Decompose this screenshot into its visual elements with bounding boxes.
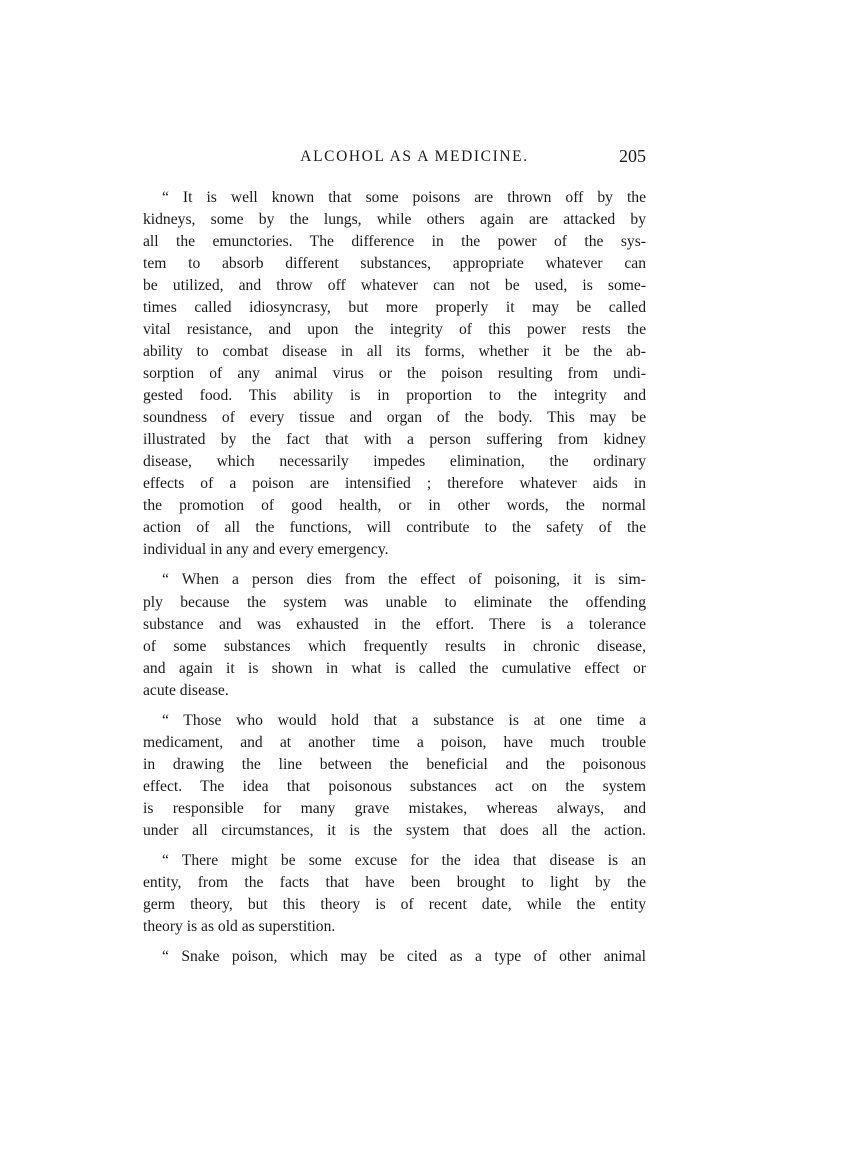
text-line: soundness of every tissue and organ of the body. This may be (143, 409, 646, 426)
text-line: “ Snake poison, which may be cited as a type of other animal (162, 948, 646, 965)
text-line: “ There might be some excuse for the idea that disease is an (162, 852, 646, 869)
text-line: entity, from the facts that have been brought to light by the (143, 874, 646, 891)
text-line: action of all the functions, will contribute to the safety of the (143, 519, 646, 536)
text-line: ability to combat disease in all its forms, whether it be the ab- (143, 343, 646, 360)
text-line: gested food. This ability is in proportion to the integrity and (143, 387, 646, 404)
text-line: germ theory, but this theory is of recent date, while the entity (143, 896, 646, 913)
text-line: individual in any and every emergency. (143, 541, 389, 558)
text-line: the promotion of good health, or in other words, the normal (143, 497, 646, 514)
text-line: “ It is well known that some poisons are thrown off by the (162, 189, 646, 206)
text-line: disease, which necessarily impedes elimination, the ordinary (143, 453, 646, 470)
text-line: theory is as old as superstition. (143, 918, 336, 935)
text-line: in drawing the line between the beneficial and the poisonous (143, 756, 646, 773)
text-line: effect. The idea that poisonous substances act on the system (143, 778, 646, 795)
text-line: of some substances which frequently results in chronic disease, (143, 638, 646, 655)
running-title: ALCOHOL AS A MEDICINE. (300, 148, 529, 165)
text-line: be utilized, and throw off whatever can not be used, is some- (143, 277, 646, 294)
running-head (143, 146, 646, 170)
page-number: 205 (619, 146, 646, 166)
text-line: “ When a person dies from the effect of poisoning, it is sim- (162, 571, 646, 588)
text-line: vital resistance, and upon the integrity of this power rests the (143, 321, 646, 338)
text-line: effects of a poison are intensified ; therefore whatever aids in (143, 475, 646, 492)
text-line: “ Those who would hold that a substance is at one time a (162, 712, 646, 729)
text-line: medicament, and at another time a poison, have much trouble (143, 734, 646, 751)
text-line: kidneys, some by the lungs, while others again are attacked by (143, 211, 646, 228)
text-line: and again it is shown in what is called the cumulative effect or (143, 660, 646, 677)
text-line: under all circumstances, it is the system that does all the action. (143, 822, 646, 839)
text-line: sorption of any animal virus or the poison resulting from undi- (143, 365, 646, 382)
text-line: all the emunctories. The difference in the power of the sys- (143, 233, 646, 250)
text-line: illustrated by the fact that with a person suffering from kidney (143, 431, 646, 448)
text-line: ply because the system was unable to eliminate the offending (143, 594, 646, 611)
text-line: substance and was exhausted in the effort. There is a tolerance (143, 616, 646, 633)
text-line: acute disease. (143, 682, 229, 699)
text-line: times called idiosyncrasy, but more properly it may be called (143, 299, 646, 316)
text-line: tem to absorb different substances, appropriate whatever can (143, 255, 646, 272)
text-line: is responsible for many grave mistakes, whereas always, and (143, 800, 646, 817)
